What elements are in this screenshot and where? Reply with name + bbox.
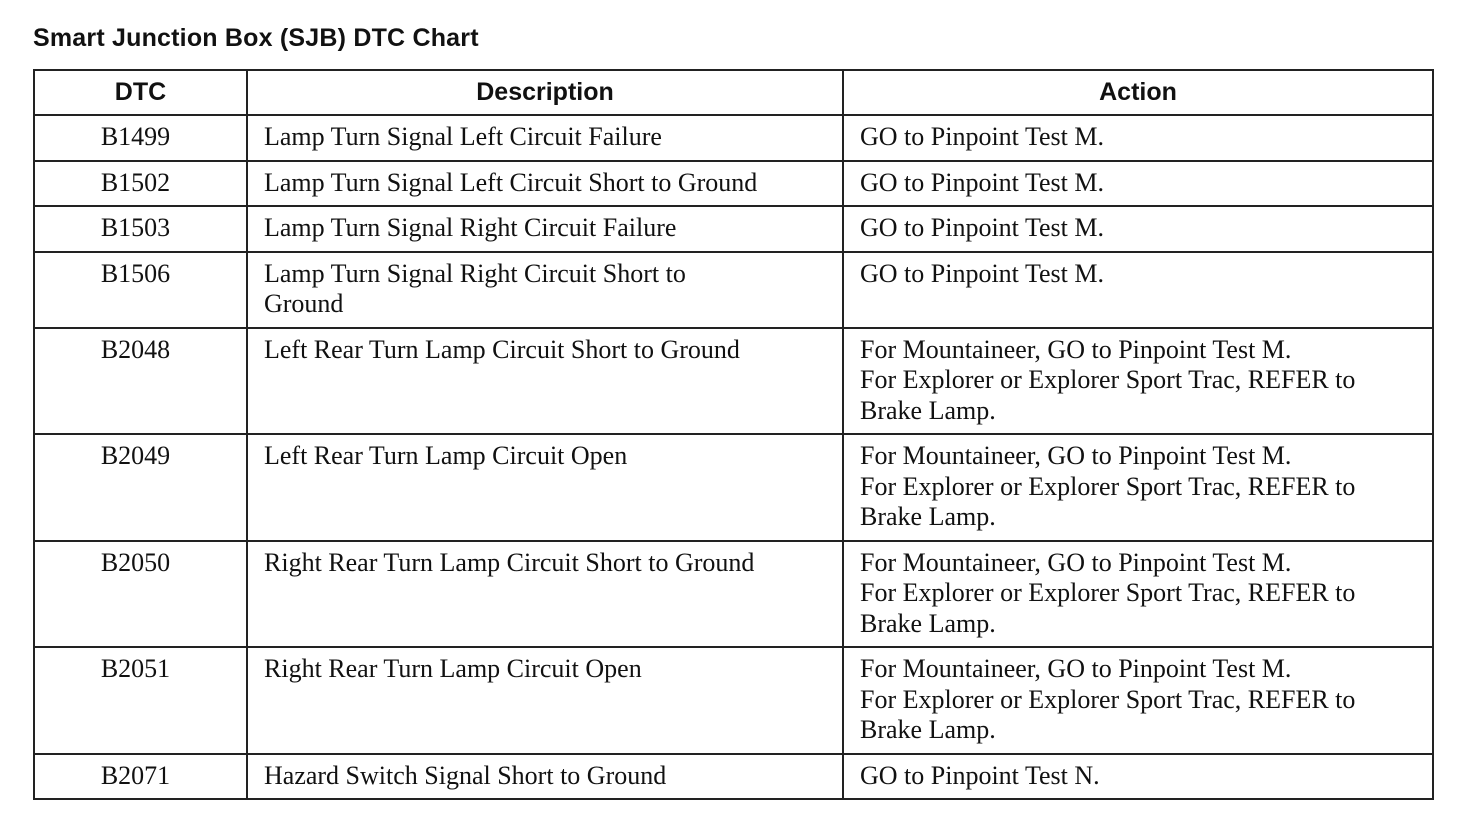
- description-line: Right Rear Turn Lamp Circuit Short to Ground: [264, 547, 755, 577]
- action-line: For Mountaineer, GO to Pinpoint Test M.: [860, 654, 1292, 683]
- action-cell: [843, 206, 1433, 252]
- table-row: [34, 541, 1433, 648]
- description-cell: [247, 541, 843, 648]
- action-cell: [843, 434, 1433, 541]
- action-line: GO to Pinpoint Test M.: [860, 258, 1105, 288]
- description-line: Ground: [264, 289, 344, 318]
- column-header-dtc: DTC: [34, 70, 247, 115]
- table-row: [34, 328, 1433, 435]
- action-line: For Mountaineer, GO to Pinpoint Test M.: [860, 441, 1292, 470]
- column-header-action: Action: [843, 70, 1433, 115]
- table-row: [34, 434, 1433, 541]
- action-line: Brake Lamp.: [860, 608, 996, 638]
- dtc-code-cell: B1503: [34, 206, 247, 252]
- description-line: Lamp Turn Signal Right Circuit Failure: [264, 213, 677, 242]
- description-cell: [247, 328, 843, 435]
- dtc-code-cell: B2049: [34, 434, 247, 541]
- column-header-description: Description: [247, 70, 843, 115]
- dtc-code-cell: B1502: [34, 161, 247, 207]
- action-line: GO to Pinpoint Test N.: [860, 760, 1100, 790]
- dtc-code-cell: B2051: [34, 647, 247, 754]
- dtc-table: [33, 69, 1434, 800]
- table-row: [34, 161, 1433, 207]
- action-cell: [843, 328, 1433, 435]
- dtc-code-cell: B2048: [34, 328, 247, 435]
- dtc-code-cell: B2071: [34, 754, 247, 800]
- action-cell: [843, 161, 1433, 207]
- table-body: [34, 115, 1433, 799]
- action-line: GO to Pinpoint Test M.: [860, 122, 1105, 151]
- action-line: Brake Lamp.: [860, 502, 996, 531]
- description-cell: [247, 161, 843, 207]
- action-cell: [843, 754, 1433, 800]
- description-cell: [247, 115, 843, 161]
- table-row: [34, 647, 1433, 754]
- action-line: For Explorer or Explorer Sport Trac, REFER to: [860, 578, 1356, 607]
- action-line: GO to Pinpoint Test M.: [860, 167, 1105, 197]
- dtc-code-cell: B1499: [34, 115, 247, 161]
- action-cell: [843, 647, 1433, 754]
- action-cell: [843, 252, 1433, 328]
- action-line: For Mountaineer, GO to Pinpoint Test M.: [860, 334, 1292, 364]
- action-line: Brake Lamp.: [860, 395, 996, 425]
- table-row: [34, 115, 1433, 161]
- action-line: For Mountaineer, GO to Pinpoint Test M.: [860, 547, 1292, 577]
- description-line: Left Rear Turn Lamp Circuit Open: [264, 441, 628, 470]
- action-line: Brake Lamp.: [860, 715, 996, 744]
- page-title: Smart Junction Box (SJB) DTC Chart: [33, 24, 479, 52]
- table-header: [34, 70, 1433, 115]
- description-cell: [247, 434, 843, 541]
- action-line: For Explorer or Explorer Sport Trac, REFER to: [860, 365, 1356, 394]
- description-cell: [247, 206, 843, 252]
- description-line: Hazard Switch Signal Short to Ground: [264, 760, 667, 790]
- description-line: Lamp Turn Signal Right Circuit Short to: [264, 258, 686, 288]
- action-cell: [843, 115, 1433, 161]
- action-line: For Explorer or Explorer Sport Trac, REFER to: [860, 471, 1356, 501]
- action-cell: [843, 541, 1433, 648]
- description-cell: [247, 754, 843, 800]
- description-line: Lamp Turn Signal Left Circuit Short to Ground: [264, 167, 758, 197]
- description-line: Left Rear Turn Lamp Circuit Short to Ground: [264, 334, 740, 364]
- action-line: For Explorer or Explorer Sport Trac, REFER to: [860, 684, 1356, 714]
- action-line: GO to Pinpoint Test M.: [860, 213, 1105, 242]
- description-cell: [247, 252, 843, 328]
- dtc-code-cell: B2050: [34, 541, 247, 648]
- table-row: [34, 754, 1433, 800]
- description-line: Right Rear Turn Lamp Circuit Open: [264, 654, 642, 683]
- dtc-code-cell: B1506: [34, 252, 247, 328]
- header-row: [34, 70, 1433, 115]
- description-line: Lamp Turn Signal Left Circuit Failure: [264, 122, 662, 151]
- description-cell: [247, 647, 843, 754]
- table-row: [34, 206, 1433, 252]
- table-row: [34, 252, 1433, 328]
